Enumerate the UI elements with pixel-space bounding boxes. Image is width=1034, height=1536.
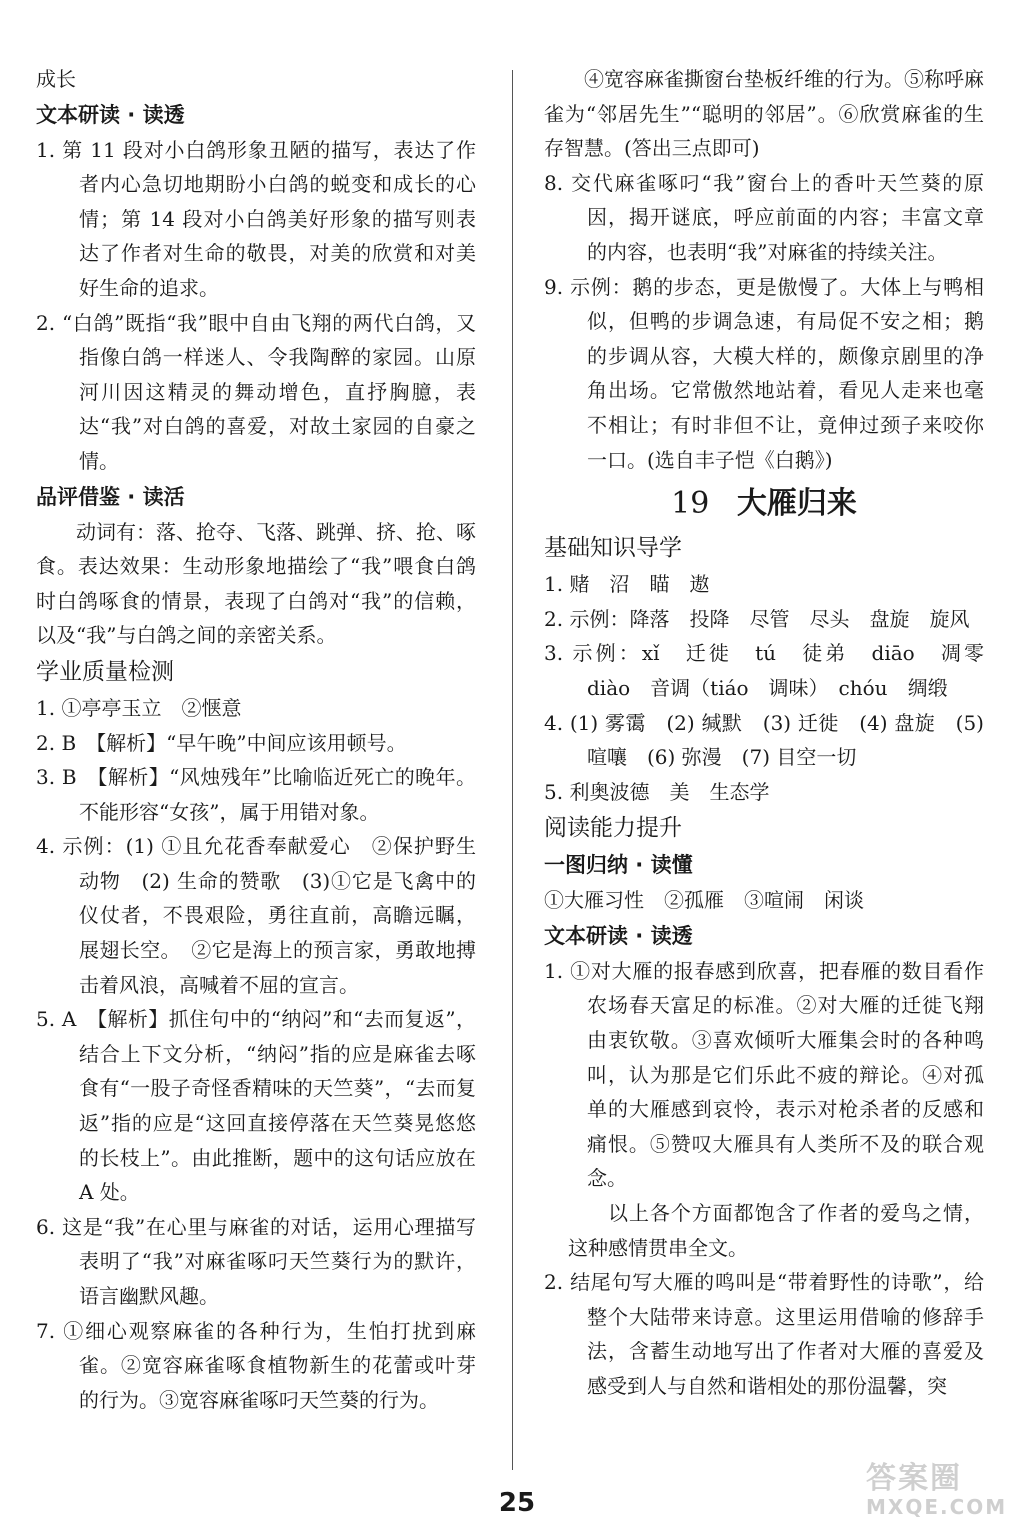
answer-item: 2. 结尾句写大雁的鸣叫是“带着野性的诗歌”，给整个大陆带来诗意。这里运用借喻的修辞手法，含蓄生动地写出了作者对大雁的喜爱及感受到人与自然和谐相处的那份温馨，突	[544, 1270, 984, 1398]
indented-paragraph: 动词有：落、抢夺、飞落、跳弹、挤、抢、啄食。表达效果：生动形象地描绘了“我”喂食白鸽时白鸽啄食的情景，表现了白鸽对“我”的信赖，以及“我”与白鸽之间的亲密关系。	[36, 519, 476, 648]
answer-item: 4. 示例：(1) ①且允花香奉献爱心 ②保护野生动物 (2) 生命的赞歌 (3)①它是飞禽中的仪仗者，不畏艰险，勇往直前，高瞻远瞩，展翅长空。 ②它是海上的预言家，勇敢地搏击着风浪，高喊着不屈的宣言。	[36, 834, 476, 997]
answer-item: 7. ①细心观察麻雀的各种行为，生怕打扰到麻雀。②宽容麻雀啄食植物新生的花蕾或叶芽的行为。③宽容麻雀啄叼天竺葵的行为。	[36, 1318, 476, 1412]
site-watermark	[866, 1462, 1016, 1522]
subsection-heading: 文本研读 · 读透	[544, 923, 693, 948]
answer-item: 1. 赌 沼 瞄 遨	[544, 572, 710, 597]
section-heading: 阅读能力提升	[544, 815, 682, 842]
page-number: 25	[498, 1488, 536, 1518]
answer-item: 5. 利奥波德 美 生态学	[544, 779, 770, 804]
answer-item: 6. 这是“我”在心里与麻雀的对话，运用心理描写表明了“我”对麻雀啄叼天竺葵行为的默许，语言幽默风趣。	[36, 1214, 476, 1308]
subsection-heading: 一图归纳 · 读懂	[544, 853, 693, 878]
section-heading: 基础知识导学	[544, 535, 682, 562]
answer-item: 2. “白鸽”既指“我”眼中自由飞翔的两代白鸽，又指像白鸽一样迷人、令我陶醉的家园。山原河川因这精灵的舞动增色，直抒胸臆，表达“我”对白鸽的喜爱，对故土家园的自豪之情。	[36, 310, 476, 473]
right-bottom-content	[544, 529, 1004, 1403]
answer-item: 2. B 【解析】“早午晚”中间应该用顿号。	[36, 730, 407, 755]
answer-item: 3. 示例：xǐ 迁徙 tú 徒弟 diāo 凋零 diào 音调（tiáo 调味） chóu 绸缎	[544, 641, 1004, 700]
answer-item: 9. 示例：鹅的步态，更是傲慢了。大体上与鸭相似，但鸭的步调急速，有局促不安之相；鹅的步调从容，大模大样的，颇像京剧里的净角出场。它常傲然地站着，看见人走来也毫不相让；有时非但不让，竟伸过颈子来咬你一口。(选自丰子恺《白鹅》)	[544, 274, 984, 472]
section-heading: 学业质量检测	[36, 658, 174, 685]
chapter-title: 大雁归来	[736, 486, 857, 522]
right-column	[544, 62, 1004, 1404]
subsection-heading: 品评借鉴 · 读活	[36, 484, 185, 509]
right-top-content	[544, 62, 984, 477]
paragraph: ①大雁习性 ②孤雁 ③喧闹 闲谈	[544, 888, 864, 913]
left-column	[36, 62, 476, 1417]
indented-paragraph: 以上各个方面都饱含了作者的爱鸟之情，这种感情贯串全文。	[568, 1201, 984, 1260]
chapter-heading	[544, 481, 984, 527]
indented-paragraph: ④宽容麻雀撕窗台垫板纤维的行为。⑤称呼麻雀为“邻居先生”“聪明的邻居”。⑥欣赏麻雀的生存智慧。(答出三点即可)	[544, 67, 984, 161]
watermark-logo-text: 答案圈	[866, 1461, 962, 1496]
answer-item: 8. 交代麻雀啄叼“我”窗台上的香叶天竺葵的原因，揭开谜底，呼应前面的内容；丰富文章的内容，也表明“我”对麻雀的持续关注。	[544, 170, 984, 264]
answer-item: 5. A 【解析】抓住句中的“纳闷”和“去而复返”，结合上下文分析，“纳闷”指的应是麻雀去啄食有“一股子奇怪香精味的天竺葵”，“去而复返”指的应是“这回直接停落在天竺葵晃悠悠的长枝上”。由此推断，题中的这句话应放在 A 处。	[36, 1007, 476, 1205]
answer-item: 1. 第 11 段对小白鸽形象丑陋的描写，表达了作者内心急切地期盼小白鸽的蜕变和成长的心情；第 14 段对小白鸽美好形象的描写则表达了作者对生命的敬畏，对美的欣赏和对美好生命的追求。	[36, 137, 476, 300]
column-divider	[512, 70, 513, 1470]
answer-item: 4. (1) 雾霭 (2) 缄默 (3) 迁徙 (4) 盘旋 (5) 喧嚷 (6) 弥漫 (7) 目空一切	[544, 710, 984, 770]
subsection-heading: 文本研读 · 读透	[36, 102, 185, 127]
answer-item: 1. ①对大雁的报春感到欣喜，把春雁的数目看作农场春天富足的标准。②对大雁的迁徙飞翔由衷钦敬。③喜欢倾听大雁集会时的各种鸣叫，认为那是它们乐此不疲的辩论。④对孤单的大雁感到哀怜，表示对枪杀者的反感和痛恨。⑤赞叹大雁具有人类所不及的联合观念。	[544, 958, 984, 1191]
answer-item: 2. 示例：降落 投降 尽管 尽头 盘旋 旋风	[544, 606, 970, 631]
paragraph: 成长	[36, 67, 76, 91]
answer-item: 3. B 【解析】“风烛残年”比喻临近死亡的晚年。不能形容“女孩”，属于用错对象。	[36, 765, 476, 824]
watermark-url: MXQE.COM	[866, 1495, 1008, 1519]
chapter-number: 19	[671, 486, 710, 522]
answer-item: 1. ①亭亭玉立 ②惬意	[36, 695, 242, 720]
